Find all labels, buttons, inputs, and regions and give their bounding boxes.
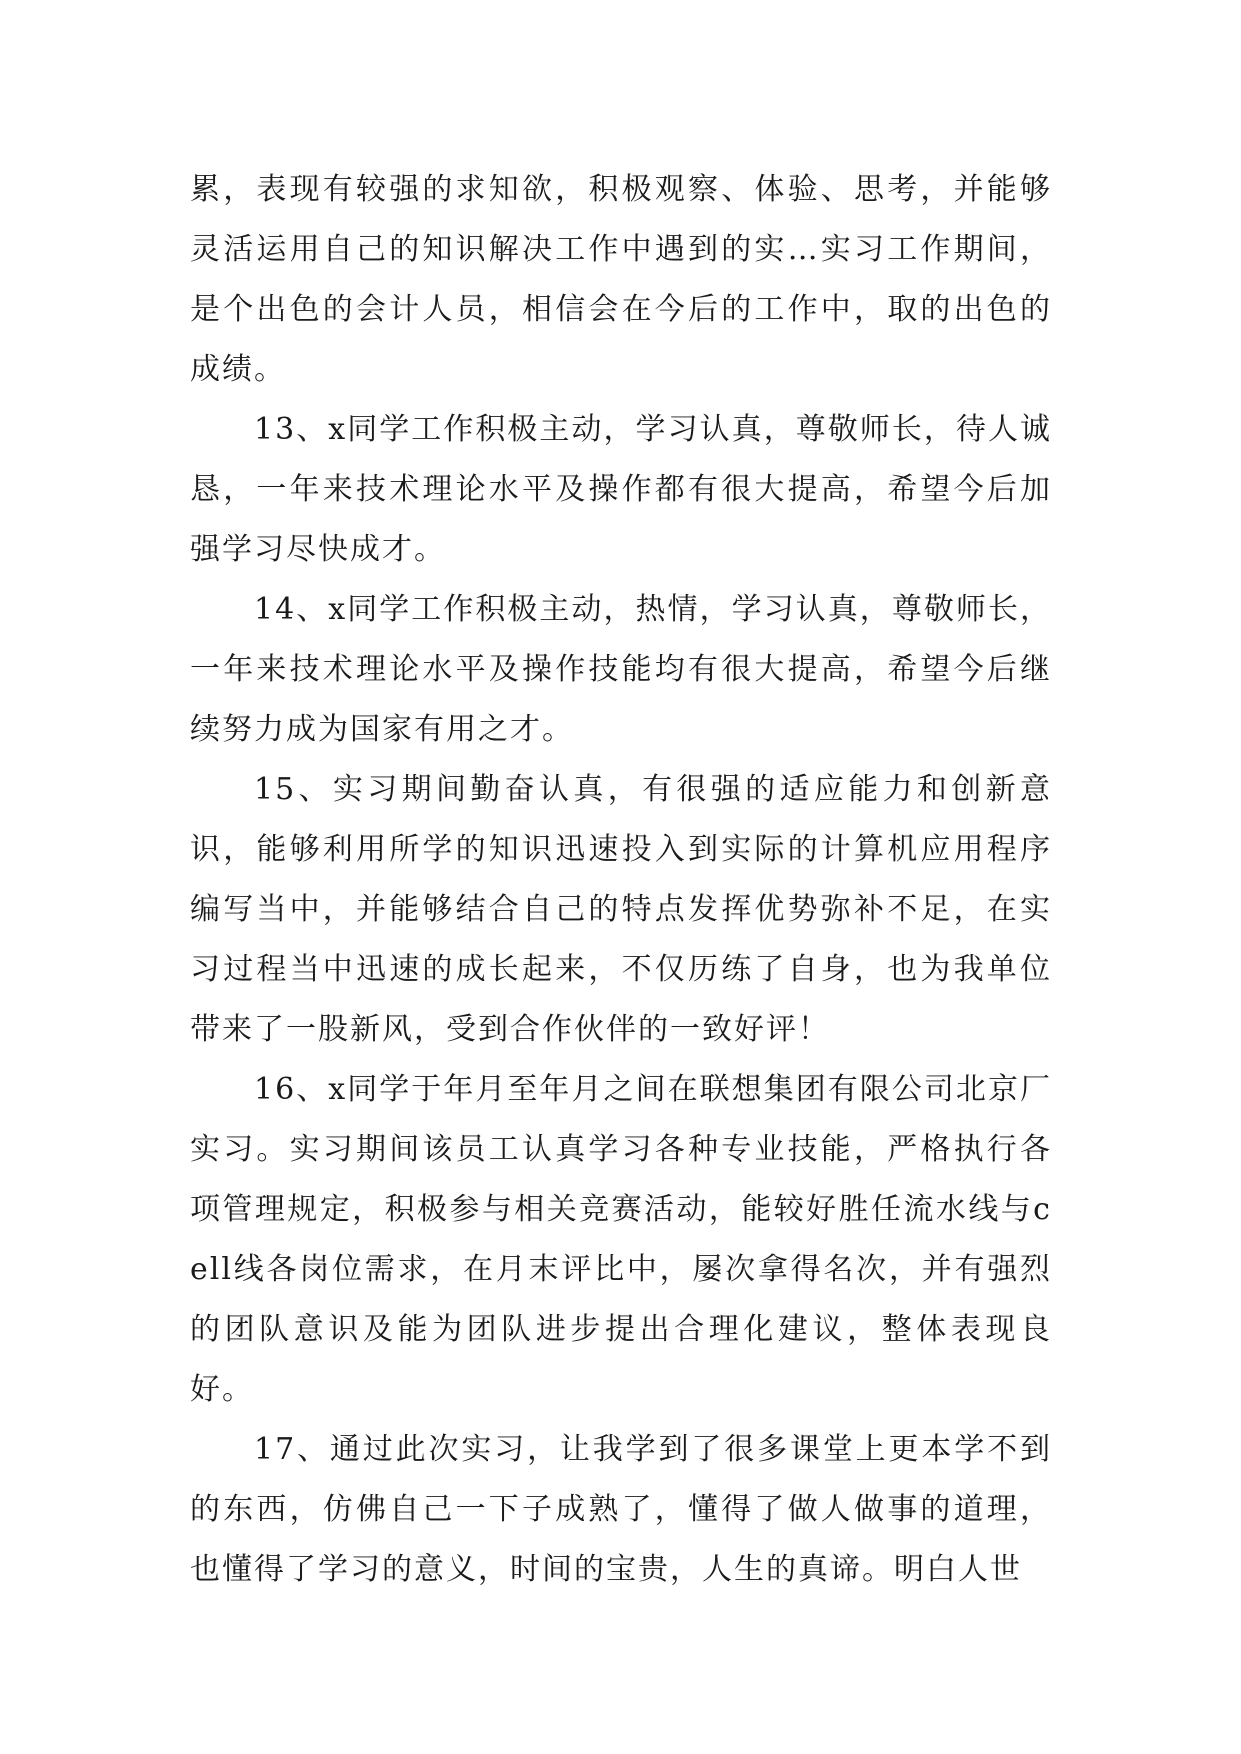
paragraph-continuation: 累，表现有较强的求知欲，积极观察、体验、思考，并能够灵活运用自己的知识解决工作中遇到的实…实习工作期间，是个出色的会计人员，相信会在今后的工作中，取的出色的成绩。 xyxy=(190,172,1052,387)
paragraph-17: 17、通过此次实习，让我学到了很多课堂上更本学不到的东西，仿佛自己一下子成熟了，懂得了做人做事的道理，也懂得了学习的意义，时间的宝贵，人生的真谛。明白人世 xyxy=(190,1432,1052,1587)
paragraph-13: 13、x同学工作积极主动，学习认真，尊敬师长，待人诚恳，一年来技术理论水平及操作都有很大提高，希望今后加强学习尽快成才。 xyxy=(190,412,1052,567)
document-body xyxy=(190,160,1052,1600)
paragraph-15: 15、实习期间勤奋认真，有很强的适应能力和创新意识，能够利用所学的知识迅速投入到实际的计算机应用程序编写当中，并能够结合自己的特点发挥优势弥补不足，在实习过程当中迅速的成长起来，不仅历练了自身，也为我单位带来了一股新风，受到合作伙伴的一致好评！ xyxy=(190,772,1052,1047)
paragraph-16: 16、x同学于年月至年月之间在联想集团有限公司北京厂实习。实习期间该员工认真学习各种专业技能，严格执行各项管理规定，积极参与相关竞赛活动，能较好胜任流水线与cell线各岗位需求，在月末评比中，屡次拿得名次，并有强烈的团队意识及能为团队进步提出合理化建议，整体表现良好。 xyxy=(190,1072,1052,1407)
paragraph-14: 14、x同学工作积极主动，热情，学习认真，尊敬师长，一年来技术理论水平及操作技能均有很大提高，希望今后继续努力成为国家有用之才。 xyxy=(190,592,1052,747)
